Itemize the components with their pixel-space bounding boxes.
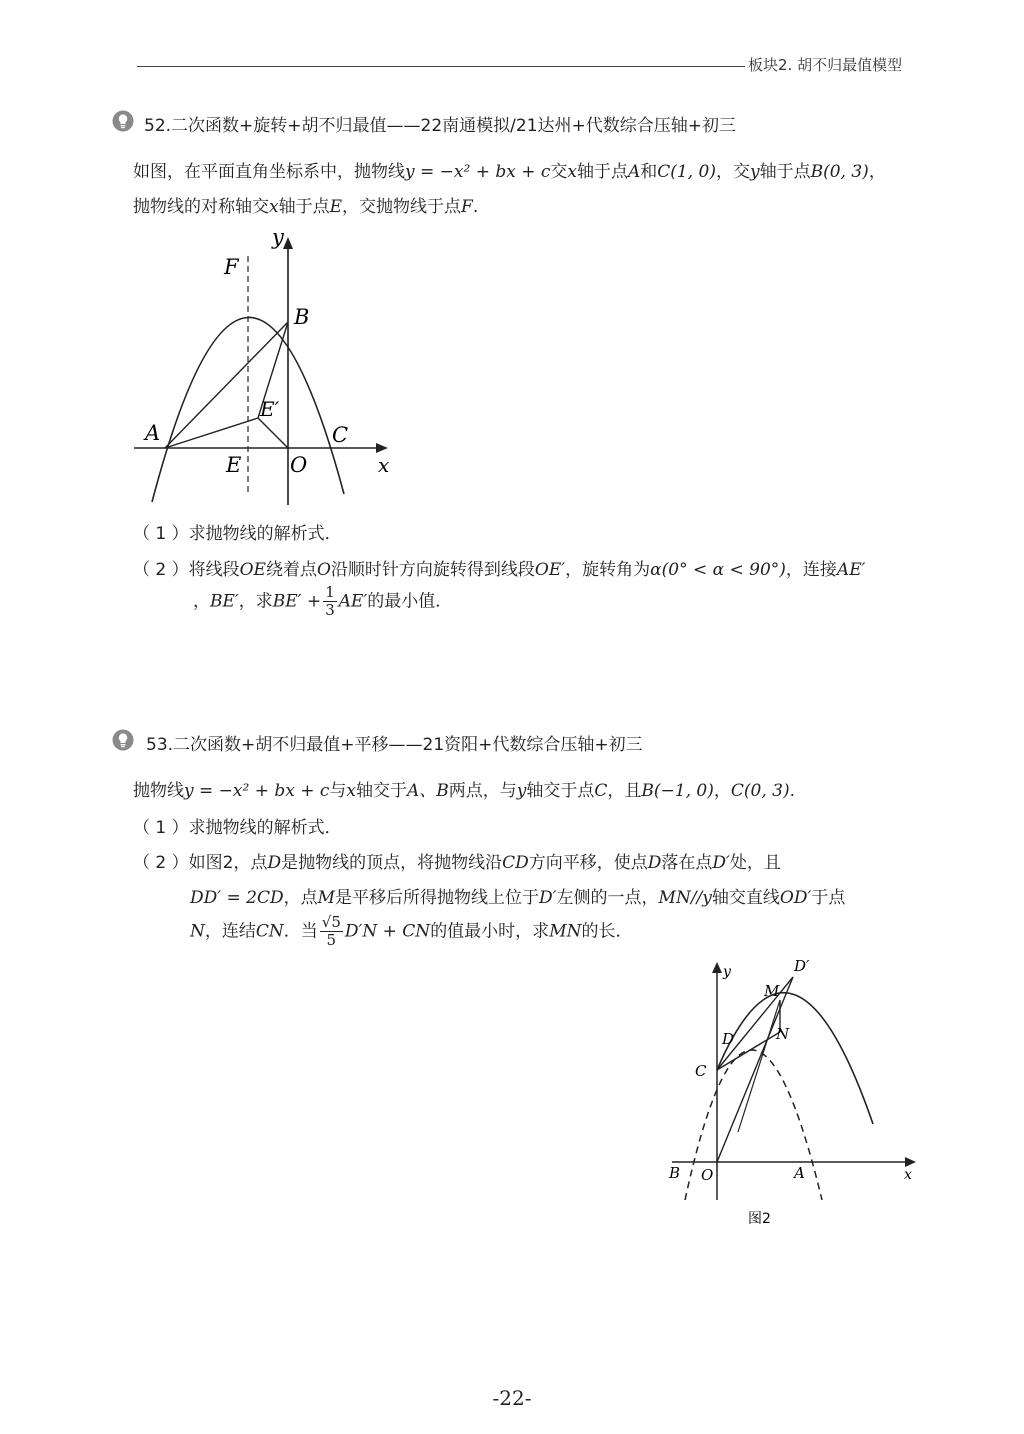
q52-label-F: F bbox=[224, 255, 239, 279]
q53-fraction: $\frac{√5}{5}$ bbox=[321, 913, 341, 949]
q53-label-N: N bbox=[776, 1025, 790, 1043]
q52-label-O: O bbox=[290, 453, 308, 477]
q53-label-C: C bbox=[695, 1062, 707, 1080]
q53-title: 53.二次函数+胡不归最值+平移——21资阳+代数综合压轴+初三 bbox=[146, 735, 643, 755]
q52-part1: （ 1 ）求抛物线的解析式． bbox=[133, 524, 342, 544]
q53-part2-line3: N，连结CN．当 $\frac{√5}{5}$ D′N + CN的值最小时，求MN的长． bbox=[190, 913, 633, 949]
q52-stem-line2: 抛物线的对称轴交x轴于点E，交抛物线于点F. bbox=[133, 197, 479, 217]
q53-label-D: D bbox=[722, 1030, 735, 1048]
q53-label-A: A bbox=[794, 1164, 805, 1182]
q53-label-x: x bbox=[904, 1167, 912, 1183]
q53-label-O: O bbox=[701, 1166, 714, 1184]
q52-x-arrow bbox=[376, 443, 388, 453]
q52-figure bbox=[120, 220, 410, 510]
q52-label-A: A bbox=[145, 421, 161, 445]
lightbulb-icon bbox=[112, 110, 134, 132]
q52-stem-line1: 如图，在平面直角坐标系中，抛物线y = −x² + bx + c交x轴于点A和C(1, 0)，交y轴于点B(0, 3)， bbox=[133, 162, 886, 182]
q53-caption: 图2 bbox=[748, 1211, 771, 1227]
q52-y-arrow bbox=[283, 237, 293, 249]
q53-y-arrow bbox=[712, 962, 722, 973]
header-rule bbox=[137, 66, 745, 67]
q52-title: 52.二次函数+旋转+胡不归最值——22南通模拟/21达州+代数综合压轴+初三 bbox=[144, 116, 737, 136]
q52-part2-line2: ，BE′，求BE′ + $\frac{1}{3}$ AE′的最小值． bbox=[193, 583, 453, 619]
q52-label-E: E bbox=[226, 453, 242, 477]
q53-label-y: y bbox=[723, 964, 731, 980]
page-number: -22- bbox=[492, 1386, 532, 1410]
q53-label-B: B bbox=[669, 1164, 681, 1182]
q52-fraction: $\frac{1}{3}$ bbox=[325, 583, 335, 619]
q52-label-Ep: E′ bbox=[260, 397, 280, 421]
q53-label-M: M bbox=[764, 982, 780, 1000]
q52-label-y: y bbox=[272, 225, 284, 249]
q53-x-arrow bbox=[905, 1157, 916, 1167]
q53-part1: （ 1 ）求抛物线的解析式． bbox=[133, 818, 342, 838]
q53-line-CD bbox=[717, 977, 793, 1070]
q53-label-Dp: D′ bbox=[794, 957, 810, 975]
lightbulb-icon bbox=[112, 729, 134, 751]
header-title: 板块2. 胡不归最值模型 bbox=[748, 56, 903, 74]
q53-part2-line1: （ 2 ）如图2，点D是抛物线的顶点，将抛物线沿CD方向平移，使点D落在点D′处，且 bbox=[133, 853, 781, 873]
q52-label-x: x bbox=[378, 453, 390, 477]
q52-label-C: C bbox=[332, 423, 349, 447]
q53-part2-line2: DD′ = 2CD，点M是平移后所得抛物线上位于D′左侧的一点，MN//y轴交直线OD′于点 bbox=[190, 888, 846, 908]
q52-segment-OE' bbox=[258, 418, 288, 448]
q52-part2-line1: （ 2 ）将线段OE绕着点O沿顺时针方向旋转得到线段OE′，旋转角为α(0° < α < 90°)，连接AE′ bbox=[133, 560, 866, 580]
q53-figure bbox=[660, 950, 930, 1235]
q53-stem: 抛物线y = −x² + bx + c与x轴交于A、B两点，与y轴交于点C，且B(−1, 0)，C(0, 3). bbox=[133, 781, 795, 801]
q53-line-OD' bbox=[717, 977, 793, 1162]
q52-label-B: B bbox=[294, 305, 310, 329]
